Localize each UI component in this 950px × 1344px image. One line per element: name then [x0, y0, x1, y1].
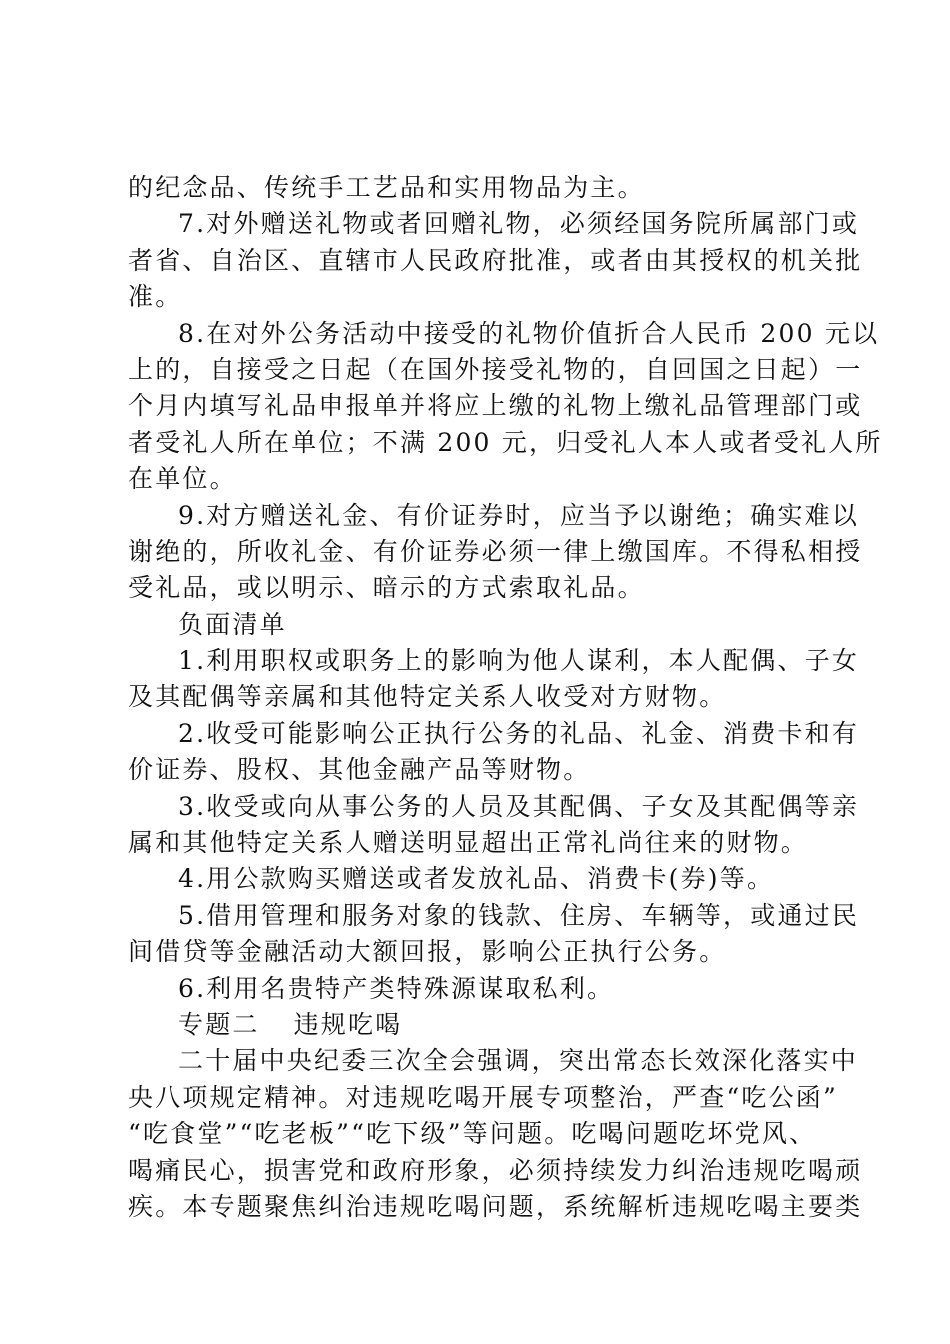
text-line: “吃食堂”“吃老板”“吃下级”等问题。吃喝问题吃坏党风、 [128, 1119, 817, 1149]
section-label: 负面清单 [178, 609, 287, 639]
text-line: 属和其他特定关系人赠送明显超出正常礼尚往来的财物。 [128, 828, 809, 858]
text-line: 疾。本专题聚焦纠治违规吃喝问题，系统解析违规吃喝主要类 [128, 1191, 863, 1221]
text-line: 9.对方赠送礼金、有价证券时，应当予以谢绝；确实难以 [178, 500, 860, 530]
document-page [128, 170, 883, 1225]
text-line: 谢绝的，所收礼金、有价证券必须一律上缴国库。不得私相授 [128, 536, 863, 566]
text-line: 二十届中央纪委三次全会强调，突出常态长效深化落实中 [178, 1046, 859, 1076]
text-line: 者受礼人所在单位；不满 200 元，归受礼人本人或者受礼人所 [128, 427, 883, 457]
text-line: 价证券、股权、其他金融产品等财物。 [128, 755, 591, 785]
text-line: 间借贷等金融活动大额回报，影响公正执行公务。 [128, 937, 727, 967]
text-line: 喝痛民心，损害党和政府形象，必须持续发力纠治违规吃喝顽 [128, 1155, 863, 1185]
text-line: 2.收受可能影响公正执行公务的礼品、礼金、消费卡和有 [178, 718, 860, 748]
text-line: 受礼品，或以明示、暗示的方式索取礼品。 [128, 573, 645, 603]
section-heading-title: 违规吃喝 [293, 1009, 403, 1039]
text-line: 者省、自治区、直辖市人民政府批准，或者由其授权的机关批 [128, 245, 863, 275]
text-line: 个月内填写礼品申报单并将应上缴的礼物上缴礼品管理部门或 [128, 391, 863, 421]
text-line: 在单位。 [128, 464, 237, 494]
text-line: 8.在对外公务活动中接受的礼物价值折合人民币 200 元以 [178, 318, 880, 348]
text-line: 7.对外赠送礼物或者回赠礼物，必须经国务院所属部门或 [178, 209, 860, 239]
text-line: 准。 [128, 282, 183, 312]
text-line: 5.借用管理和服务对象的钱款、住房、车辆等，或通过民 [178, 900, 860, 930]
text-line: 的纪念品、传统手工艺品和实用物品为主。 [128, 173, 645, 202]
section-heading-number: 专题二 [178, 1009, 260, 1039]
section-heading [128, 1007, 830, 1043]
text-line: 及其配偶等亲属和其他特定关系人收受对方财物。 [128, 682, 727, 712]
text-line: 上的，自接受之日起（在国外接受礼物的，自回国之日起）一 [128, 354, 863, 384]
text-line: 1.利用职权或职务上的影响为他人谋利，本人配偶、子女 [178, 646, 860, 676]
text-line: 6.利用名贵特产类特殊源谋取私利。 [178, 973, 615, 1003]
text-line: 央八项规定精神。对违规吃喝开展专项整治，严查“吃公函” [128, 1082, 838, 1112]
text-line: 3.收受或向从事公务的人员及其配偶、子女及其配偶等亲 [178, 791, 860, 821]
text-line: 4.用公款购买赠送或者发放礼品、消费卡(券)等。 [178, 864, 775, 894]
